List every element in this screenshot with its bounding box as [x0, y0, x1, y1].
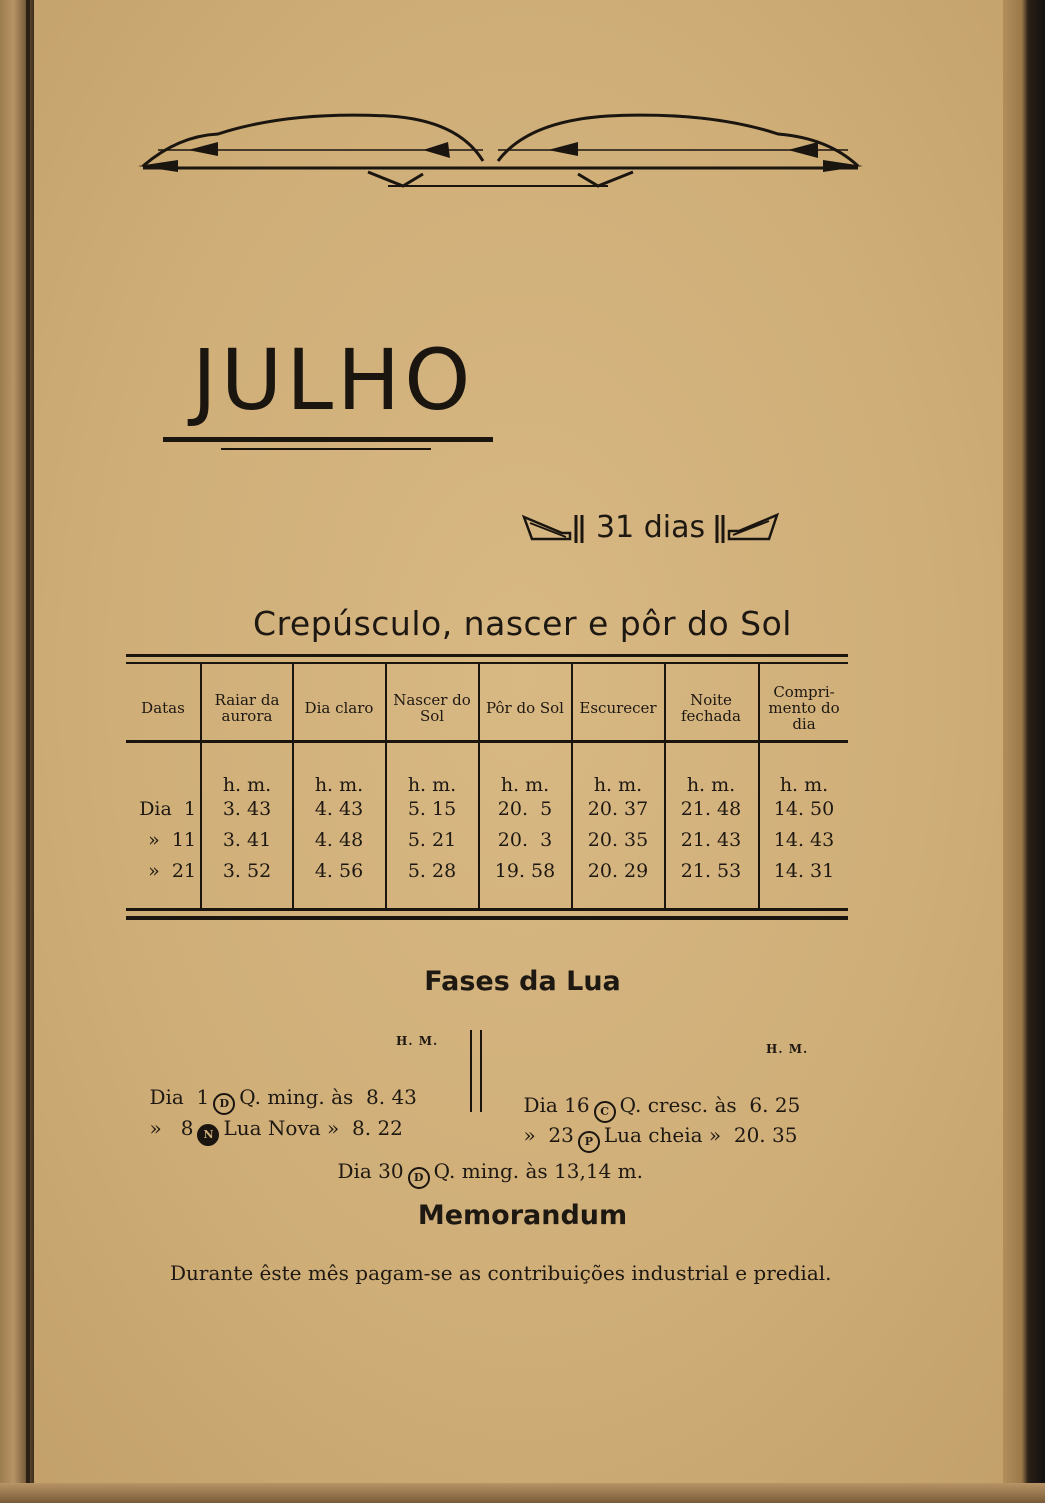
moon-phase: Lua Nova » — [223, 1116, 340, 1140]
waning-quarter-icon: D — [408, 1167, 430, 1189]
moon-time: 8. 43 — [366, 1085, 417, 1109]
hm-header-left: H. M. — [396, 1034, 439, 1048]
title-underline-thin — [221, 448, 431, 450]
table-cell: 14. 43 — [773, 829, 835, 851]
row-date: Dia 1 — [139, 798, 196, 820]
header-nascer: Nascer do Sol — [393, 691, 471, 725]
hm-header-right: H. M. — [766, 1042, 809, 1056]
header-escurecer: Escurecer — [579, 699, 657, 717]
moon-time: 8. 22 — [352, 1116, 403, 1140]
moon-phase: Q. cresc. às — [619, 1093, 737, 1117]
title-underline — [163, 437, 493, 442]
moon-day: Dia 30 — [337, 1159, 404, 1183]
header-datas: Datas — [141, 699, 185, 717]
moon-time: 6. 25 — [749, 1093, 801, 1117]
table-cell: 21. 43 — [680, 829, 742, 851]
unit-cell: h. m. — [500, 774, 550, 796]
unit-cell: h. m. — [593, 774, 643, 796]
moon-phase: Q. ming. às 13,14 m. — [433, 1159, 643, 1183]
days-count-row — [522, 507, 779, 547]
month-title: JULHO — [192, 331, 475, 429]
unit-cell: h. m. — [222, 774, 272, 796]
table-cell: 20. 3 — [497, 829, 553, 851]
table-cell: 20. 35 — [587, 829, 649, 851]
moon-divider — [470, 1030, 472, 1112]
table-cell: 5. 15 — [407, 798, 457, 820]
table-top-rule-thin — [126, 662, 848, 664]
unit-cell: h. m. — [407, 774, 457, 796]
moon-day: » 23 — [523, 1123, 574, 1147]
unit-cell: h. m. — [779, 774, 829, 796]
right-pointer-icon — [709, 509, 779, 545]
memorandum-title: Memorandum — [417, 1200, 628, 1231]
table-cell: 21. 48 — [680, 798, 742, 820]
table-cell: 14. 31 — [773, 860, 835, 882]
row-date: » 21 — [148, 860, 196, 882]
moon-day: » 8 — [149, 1116, 194, 1140]
row-date: » 11 — [148, 829, 196, 851]
moon-time: 20. 35 — [733, 1123, 798, 1147]
moon-divider — [480, 1030, 482, 1112]
new-moon-icon: N — [197, 1124, 219, 1146]
table-cell: 19. 58 — [494, 860, 556, 882]
table-cell: 20. 37 — [587, 798, 649, 820]
waxing-quarter-icon: C — [594, 1101, 616, 1123]
header-raiar: Raiar da aurora — [214, 691, 280, 725]
days-count: 31 dias — [596, 509, 706, 545]
table-bottom-rule — [126, 908, 848, 911]
table-cell: 5. 28 — [407, 860, 457, 882]
table-header-rule — [126, 740, 848, 743]
table-cell: 21. 53 — [680, 860, 742, 882]
table-cell: 3. 52 — [222, 860, 272, 882]
header-ornament — [138, 106, 863, 196]
full-moon-icon: P — [578, 1131, 600, 1153]
header-noite: Noite fechada — [681, 691, 741, 725]
memorandum-text: Durante êste mês pagam-se as contribuições industrial e predial. — [170, 1261, 832, 1285]
moon-day: Dia 1 — [149, 1085, 210, 1109]
page-bottom-edge — [0, 1483, 1045, 1503]
table-cell: 4. 43 — [314, 798, 364, 820]
waning-quarter-icon: D — [213, 1093, 235, 1115]
page-edge — [1003, 0, 1045, 1503]
table-cell: 20. 5 — [497, 798, 553, 820]
moon-day: Dia 16 — [523, 1093, 590, 1117]
table-cell: 5. 21 — [407, 829, 457, 851]
table-top-rule — [126, 654, 848, 657]
left-pointer-icon — [522, 509, 592, 545]
table-cell: 4. 48 — [314, 829, 364, 851]
table-cell: 3. 43 — [222, 798, 272, 820]
header-dia-claro: Dia claro — [304, 699, 374, 717]
moon-phase: Q. ming. às — [239, 1085, 354, 1109]
table-cell: 14. 50 — [773, 798, 835, 820]
table-title: Crepúsculo, nascer e pôr do Sol — [253, 604, 792, 643]
moon-phase: Lua cheia » — [603, 1123, 722, 1147]
table-bottom-rule-thick — [126, 916, 848, 920]
moon-section-title: Fases da Lua — [424, 966, 621, 997]
unit-cell: h. m. — [314, 774, 364, 796]
table-cell: 4. 56 — [314, 860, 364, 882]
header-por: Pôr do Sol — [486, 699, 564, 717]
unit-cell: h. m. — [686, 774, 736, 796]
table-cell: 20. 29 — [587, 860, 649, 882]
header-comprimento: Compri-mento do dia — [768, 683, 840, 733]
table-cell: 3. 41 — [222, 829, 272, 851]
book-spine — [0, 0, 34, 1503]
